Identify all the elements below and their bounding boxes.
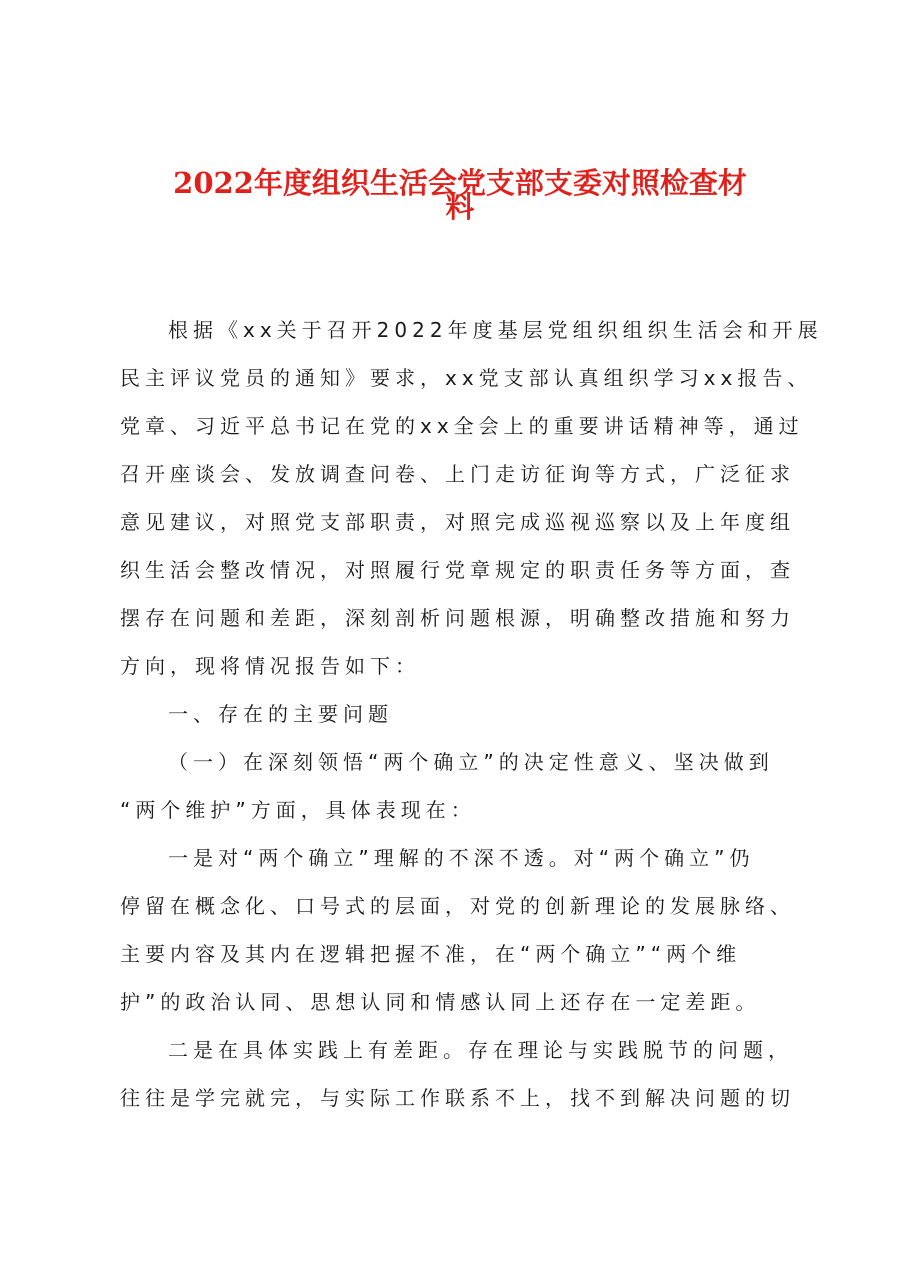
body-line: 织生活会整改情况，对照履行党章规定的职责任务等方面，查 bbox=[120, 558, 795, 582]
body-line: 停留在概念化、口号式的层面，对党的创新理论的发展脉络、 bbox=[120, 894, 795, 918]
body-line: 护”的政治认同、思想认同和情感认同上还存在一定差距。 bbox=[120, 990, 761, 1014]
body-line: 召开座谈会、发放调查问卷、上门走访征询等方式，广泛征求 bbox=[120, 462, 795, 486]
body-line: 根据《xx关于召开2022年度基层党组织组织生活会和开展 bbox=[168, 318, 823, 342]
body-line: 二是在具体实践上有差距。存在理论与实践脱节的问题， bbox=[168, 1038, 793, 1062]
subsection-heading: （一）在深刻领悟“两个确立”的决定性意义、坚决做到 bbox=[168, 750, 774, 774]
body-line: 党章、习近平总书记在党的xx全会上的重要讲话精神等，通过 bbox=[120, 414, 804, 438]
body-line: 主要内容及其内在逻辑把握不准，在“两个确立”“两个维 bbox=[120, 942, 742, 966]
body-line: 往往是学完就完，与实际工作联系不上，找不到解决问题的切 bbox=[120, 1086, 795, 1110]
section-heading: 一、存在的主要问题 bbox=[168, 702, 393, 726]
body-line: 意见建议，对照党支部职责，对照完成巡视巡察以及上年度组 bbox=[120, 510, 795, 534]
body-line: 民主评议党员的通知》要求，xx党支部认真组织学习xx报告、 bbox=[120, 366, 813, 390]
body-line: “两个维护”方面，具体表现在： bbox=[120, 798, 476, 822]
body-line: 摆存在问题和差距，深刻剖析问题根源，明确整改措施和努力 bbox=[120, 606, 795, 630]
document-title-line-1: 2022年度组织生活会党支部支委对照检查材 bbox=[173, 166, 747, 200]
body-line: 方向，现将情况报告如下： bbox=[120, 654, 420, 678]
document-title-line-2: 料 bbox=[445, 190, 475, 224]
body-line: 一是对“两个确立”理解的不深不透。对“两个确立”仍 bbox=[168, 846, 755, 870]
